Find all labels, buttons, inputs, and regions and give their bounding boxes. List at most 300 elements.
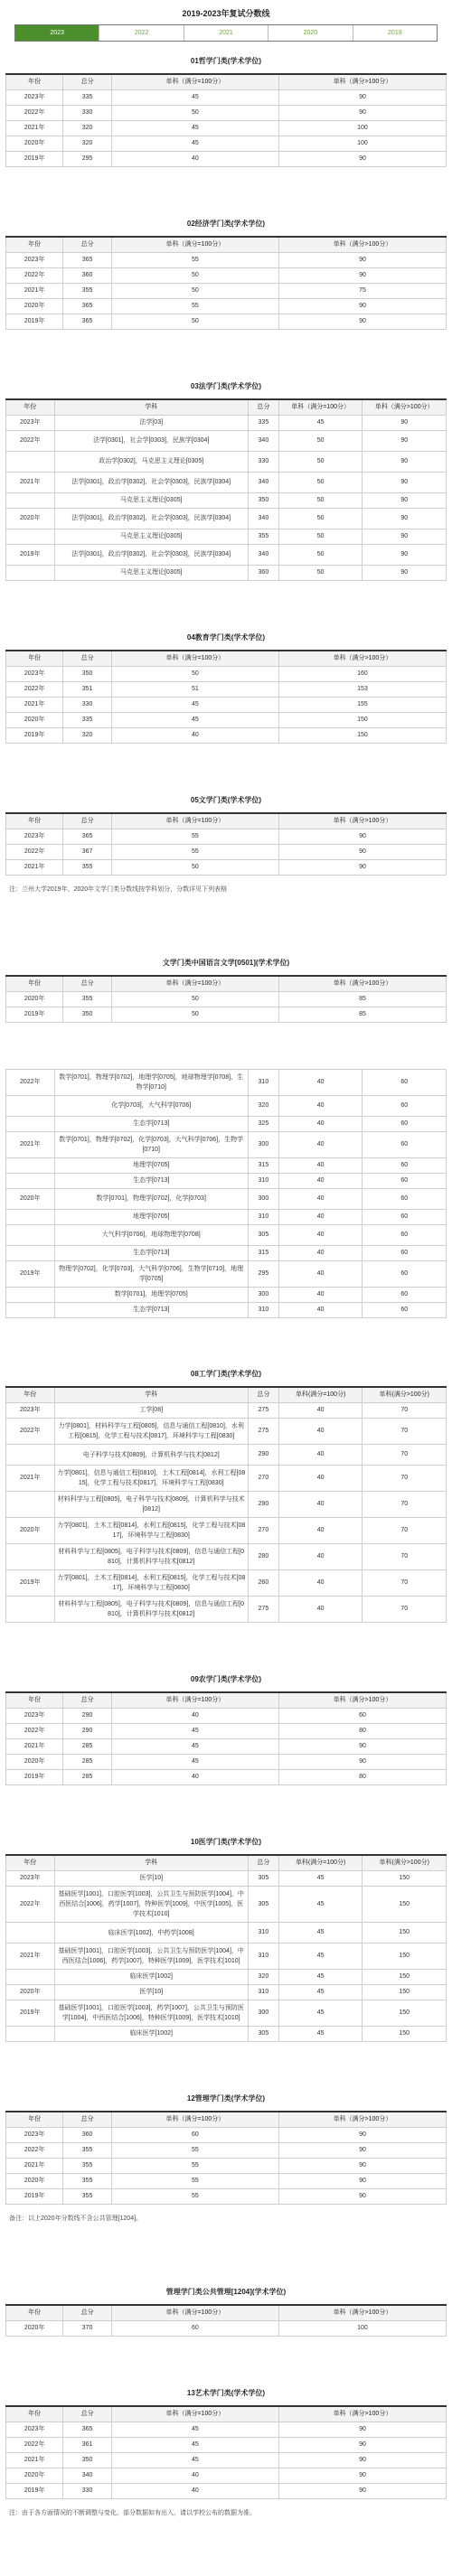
column-header: 年份 (6, 2112, 63, 2128)
column-header: 年份 (6, 813, 63, 829)
table-row (6, 565, 447, 580)
single-100-cell: 45 (111, 1724, 278, 1739)
single-100-cell: 50 (111, 106, 278, 121)
total-cell: 335 (63, 712, 112, 727)
table-row (6, 1302, 447, 1317)
table-row (6, 1245, 447, 1260)
subject-cell: 医学[10] (54, 1985, 248, 2000)
single-100-cell: 40 (111, 2468, 278, 2484)
total-cell: 320 (63, 727, 112, 743)
single-150-cell: 70 (363, 1403, 447, 1419)
year-cell (6, 1597, 55, 1623)
table-row (6, 1739, 447, 1755)
table-row (6, 2484, 447, 2499)
single-100-cell: 40 (278, 1445, 363, 1466)
table-row (6, 1923, 447, 1944)
table-row (6, 1260, 447, 1287)
table-row (6, 1007, 447, 1022)
table-row (6, 121, 447, 136)
table-row (6, 1597, 447, 1623)
total-cell: 290 (248, 1445, 278, 1466)
year-cell: 2021年 (6, 472, 55, 492)
total-cell: 330 (63, 2484, 112, 2499)
single-100-cell: 40 (278, 1260, 363, 1287)
year-cell: 2020年 (6, 1985, 55, 2000)
single-150-cell: 75 (278, 283, 446, 298)
single-150-cell: 150 (363, 2027, 447, 2042)
year-cell: 2023年 (6, 2128, 63, 2143)
year-cell: 2021年 (6, 1739, 63, 1755)
column-header: 总分 (63, 237, 112, 253)
single-150-cell: 90 (278, 90, 446, 106)
total-cell: 315 (248, 1157, 278, 1173)
total-cell: 365 (63, 2422, 112, 2438)
subject-cell: 马克思主义理论[0305] (54, 529, 248, 544)
table-row (6, 1209, 447, 1224)
table-row (6, 1492, 447, 1518)
table-row (6, 2027, 447, 2042)
total-cell: 320 (63, 121, 112, 136)
year-cell: 2019年 (6, 1770, 63, 1785)
table-header-row (6, 2406, 447, 2422)
single-150-cell: 70 (363, 1445, 447, 1466)
table-row (6, 666, 447, 681)
table-row (6, 2422, 447, 2438)
single-150-cell: 150 (363, 1970, 447, 1985)
column-header: 年份 (6, 2406, 63, 2422)
table-row (6, 991, 447, 1007)
single-150-cell: 90 (278, 2128, 446, 2143)
column-header: 总分 (63, 2406, 112, 2422)
single-100-cell: 60 (111, 2128, 278, 2143)
total-cell: 310 (248, 1944, 278, 1970)
single-150-cell: 153 (278, 681, 446, 697)
year-cell: 2023年 (6, 2422, 63, 2438)
subject-cell: 基础医学[1001]，口腔医学[1003]，药学[1007]，公共卫生与预防医学[1004]，中西医结合[1006]，特种医学[1009]，医学技术[1010] (54, 2000, 248, 2027)
single-150-cell: 90 (278, 152, 446, 167)
single-150-cell: 155 (278, 697, 446, 712)
note: 注：兰州大学2019年、2020年文学门类分数线按学科划分，分数详见下列表格 (9, 885, 228, 893)
table-row (6, 298, 447, 314)
year-cell (6, 451, 55, 472)
section-13-arts (5, 2383, 447, 2576)
section-title: 01哲学门类(学术学位) (190, 57, 262, 65)
total-cell: 285 (63, 1770, 112, 1785)
column-header: 年份 (6, 2305, 63, 2321)
single-100-cell: 50 (111, 283, 278, 298)
single-150-cell: 90 (278, 2468, 446, 2484)
single-100-cell: 45 (111, 2438, 278, 2453)
table-row (6, 267, 447, 283)
total-cell: 350 (63, 2453, 112, 2468)
year-cell (6, 1492, 55, 1518)
year-cell: 2022年 (6, 1419, 55, 1445)
year-cell: 2020年 (6, 1188, 55, 1209)
single-100-cell: 55 (111, 2159, 278, 2174)
table-row (6, 529, 447, 544)
single-100-cell: 50 (278, 492, 363, 508)
total-cell: 315 (248, 1245, 278, 1260)
single-150-cell: 85 (278, 991, 446, 1007)
total-cell: 340 (248, 544, 278, 565)
total-cell: 320 (248, 1095, 278, 1116)
single-150-cell: 150 (363, 1944, 447, 1970)
table-row (6, 727, 447, 743)
single-100-cell: 40 (111, 727, 278, 743)
total-cell: 285 (63, 1755, 112, 1770)
table-row (6, 1944, 447, 1970)
single-150-cell: 60 (363, 1131, 447, 1157)
single-150-cell: 90 (363, 451, 447, 472)
subject-cell: 马克思主义理论[0305] (54, 492, 248, 508)
single-150-cell: 60 (363, 1224, 447, 1245)
year-tab-2021[interactable]: 2021 (184, 25, 268, 41)
year-cell (6, 1173, 55, 1188)
subject-cell: 法学[0301]，政治学[0302]，社会学[0303]，民族学[0304] (54, 472, 248, 492)
table-row (6, 1173, 447, 1188)
single-100-cell: 40 (278, 1492, 363, 1518)
year-cell: 2022年 (6, 1069, 55, 1095)
year-cell: 2020年 (6, 712, 63, 727)
table-row (6, 508, 447, 529)
subject-cell: 地理学[0705] (54, 1157, 248, 1173)
total-cell: 355 (63, 991, 112, 1007)
total-cell: 340 (63, 2468, 112, 2484)
table-row (6, 1188, 447, 1209)
total-cell: 350 (248, 492, 278, 508)
year-cell: 2020年 (6, 1755, 63, 1770)
table-row (6, 2159, 447, 2174)
table-row (6, 859, 447, 875)
single-100-cell: 40 (278, 1597, 363, 1623)
total-cell: 365 (63, 298, 112, 314)
table-row (6, 2143, 447, 2159)
table-row (6, 1985, 447, 2000)
table-row (6, 829, 447, 844)
column-header: 总分 (248, 1855, 278, 1871)
subject-cell: 材料科学与工程[0805]，电子科学与技术[0809]，信息与通信工程[0810]，计算机科学与技术[0812] (54, 1544, 248, 1570)
subject-cell: 政治学[0302]，马克思主义理论[0305] (54, 451, 248, 472)
year-tab-2019[interactable]: 2019 (388, 30, 402, 36)
table-row (6, 697, 447, 712)
year-cell: 2019年 (6, 2000, 55, 2027)
single-150-cell: 60 (363, 1302, 447, 1317)
subject-cell: 力学[0801]，土木工程[0814]，水利工程[0815]，化学工程与技术[0817]，环境科学与工程[0830] (54, 1570, 248, 1597)
total-cell: 335 (248, 415, 278, 430)
total-cell: 300 (248, 2000, 278, 2027)
section-title: 管理学门类公共管理[1204](学术学位) (165, 2288, 287, 2297)
year-cell: 2023年 (6, 415, 55, 430)
score-table (5, 1386, 447, 1623)
total-cell: 270 (248, 1518, 278, 1544)
total-cell: 275 (248, 1597, 278, 1623)
column-header: 单科(满分=100分) (278, 1855, 363, 1871)
table-row (6, 451, 447, 472)
table-header-row (6, 813, 447, 829)
year-cell: 2020年 (6, 991, 63, 1007)
single-100-cell: 55 (111, 252, 278, 267)
table-row (6, 152, 447, 167)
table-row (6, 2128, 447, 2143)
column-header: 单科（满分=100分） (111, 74, 278, 90)
single-150-cell: 90 (278, 2422, 446, 2438)
single-100-cell: 45 (278, 1871, 363, 1887)
single-100-cell: 45 (278, 1923, 363, 1944)
single-100-cell: 45 (278, 415, 363, 430)
column-header: 总分 (63, 813, 112, 829)
single-100-cell: 60 (111, 2321, 278, 2337)
year-cell: 2021年 (6, 1944, 55, 1970)
column-header: 学科 (54, 399, 248, 416)
table-row (6, 2000, 447, 2027)
single-100-cell: 51 (111, 681, 278, 697)
single-100-cell: 50 (278, 451, 363, 472)
total-cell: 340 (248, 430, 278, 451)
single-100-cell: 45 (111, 2453, 278, 2468)
total-cell: 310 (248, 1069, 278, 1095)
column-header: 单科（满分>100分） (278, 74, 446, 90)
subject-cell: 数学[0701]，物理学[0702]，地理学[0705]，地球物理学[0708]，生物学[0710] (54, 1069, 248, 1095)
single-100-cell: 40 (278, 1224, 363, 1245)
table-row (6, 1570, 447, 1597)
single-150-cell: 90 (278, 2174, 446, 2189)
single-100-cell: 40 (278, 1209, 363, 1224)
single-100-cell: 45 (111, 136, 278, 152)
year-cell (6, 1970, 55, 1985)
column-header: 总分 (63, 1692, 112, 1709)
single-150-cell: 150 (363, 2000, 447, 2027)
single-150-cell: 160 (278, 666, 446, 681)
single-100-cell: 40 (278, 1570, 363, 1597)
total-cell: 310 (248, 1985, 278, 2000)
single-100-cell: 50 (111, 991, 278, 1007)
table-row (6, 430, 447, 451)
single-100-cell: 40 (278, 1116, 363, 1131)
score-table (5, 2304, 447, 2337)
total-cell: 340 (248, 472, 278, 492)
single-100-cell: 55 (111, 298, 278, 314)
table-row (6, 1445, 447, 1466)
subject-cell: 马克思主义理论[0305] (54, 565, 248, 580)
total-cell: 280 (248, 1544, 278, 1570)
column-header: 单科（满分>100分） (278, 1692, 446, 1709)
single-100-cell: 40 (278, 1544, 363, 1570)
year-cell (6, 1287, 55, 1302)
table-row (6, 2321, 447, 2337)
single-150-cell: 70 (363, 1597, 447, 1623)
total-cell: 360 (248, 565, 278, 580)
single-100-cell: 45 (111, 697, 278, 712)
total-cell: 355 (63, 2189, 112, 2205)
year-cell: 2019年 (6, 727, 63, 743)
year-cell: 2020年 (6, 508, 55, 529)
single-100-cell: 45 (278, 2000, 363, 2027)
column-header: 年份 (6, 1855, 55, 1871)
score-table (5, 2111, 447, 2205)
single-150-cell: 90 (278, 2143, 446, 2159)
subject-cell: 生态学[0713] (54, 1173, 248, 1188)
year-cell: 2021年 (6, 1466, 55, 1492)
column-header: 单科(满分>100分) (363, 1855, 447, 1871)
total-cell: 320 (63, 136, 112, 152)
single-100-cell: 45 (111, 121, 278, 136)
score-table (5, 975, 447, 1023)
table-row (6, 1157, 447, 1173)
total-cell: 355 (63, 2143, 112, 2159)
table-row (6, 283, 447, 298)
year-cell: 2022年 (6, 681, 63, 697)
year-cell: 2023年 (6, 1871, 55, 1887)
year-cell (6, 1302, 55, 1317)
year-cell: 2021年 (6, 2159, 63, 2174)
total-cell: 361 (63, 2438, 112, 2453)
table-row (6, 1887, 447, 1923)
single-100-cell: 40 (278, 1069, 363, 1095)
year-cell (6, 1224, 55, 1245)
total-cell: 340 (248, 508, 278, 529)
column-header: 总分 (63, 2305, 112, 2321)
subject-cell: 临床医学[1002]，中药学[1008] (54, 1923, 248, 1944)
table-row (6, 106, 447, 121)
single-100-cell: 45 (111, 1739, 278, 1755)
total-cell: 295 (248, 1260, 278, 1287)
column-header: 单科（满分>100分） (278, 2406, 446, 2422)
year-cell: 2022年 (6, 267, 63, 283)
single-100-cell: 45 (278, 1944, 363, 1970)
section-title: 04教育学门类(学术学位) (186, 632, 266, 642)
year-cell (6, 529, 55, 544)
single-150-cell: 150 (363, 1985, 447, 2000)
subject-cell: 法学[0301]，政治学[0302]，社会学[0303]，民族学[0304] (54, 544, 248, 565)
subject-cell: 生态学[0713] (54, 1245, 248, 1260)
single-150-cell: 100 (278, 2321, 446, 2337)
table-header-row (6, 399, 447, 416)
table-row (6, 1224, 447, 1245)
table-row (6, 1770, 447, 1785)
total-cell: 335 (63, 90, 112, 106)
single-100-cell: 40 (278, 1403, 363, 1419)
column-header: 单科(满分=100分) (278, 1387, 363, 1403)
year-tab-2022[interactable]: 2022 (99, 25, 184, 41)
total-cell: 365 (63, 829, 112, 844)
table-row (6, 1069, 447, 1095)
year-tab-2023[interactable]: 2023 (15, 25, 99, 41)
column-header: 单科（满分=100分） (111, 651, 278, 667)
year-cell (6, 492, 55, 508)
score-table (5, 236, 447, 330)
column-header: 年份 (6, 399, 55, 416)
table-header-row (6, 2112, 447, 2128)
table-row (6, 1287, 447, 1302)
table-row (6, 1419, 447, 1445)
single-150-cell: 70 (363, 1492, 447, 1518)
year-tab-bar (14, 24, 438, 42)
total-cell: 350 (63, 666, 112, 681)
subject-cell: 力学[0801]，土木工程[0814]，水利工程[0815]，化学工程与技术[0817]，环境科学与工程[0830] (54, 1518, 248, 1544)
section-01-philosophy (5, 51, 447, 213)
single-150-cell: 90 (278, 267, 446, 283)
year-cell: 2023年 (6, 829, 63, 844)
column-header: 年份 (6, 651, 63, 667)
section-02-economics (5, 213, 447, 376)
section-title: 10医学门类(学术学位) (190, 1838, 262, 1847)
year-cell: 2022年 (6, 106, 63, 121)
single-150-cell: 60 (363, 1287, 447, 1302)
subject-cell: 医学[10] (54, 1871, 248, 1887)
column-header: 单科（满分>100分） (278, 976, 446, 992)
section-title: 03法学门类(学术学位) (190, 381, 262, 390)
single-100-cell: 55 (111, 2174, 278, 2189)
total-cell: 350 (63, 1007, 112, 1022)
single-100-cell: 45 (278, 1985, 363, 2000)
total-cell: 310 (248, 1209, 278, 1224)
subject-cell: 数学[0701]，物理学[0702]，化学[0703]，大气科学[0706]，生物学[0710] (54, 1131, 248, 1157)
table-row (6, 1116, 447, 1131)
subject-cell: 基础医学[1001]，口腔医学[1003]，公共卫生与预防医学[1004]，中西医结合[1006]，药学[1007]，特种医学[1009]，医学技术[1010] (54, 1944, 248, 1970)
single-150-cell: 60 (278, 1709, 446, 1724)
column-header: 单科（满分=100分） (111, 813, 278, 829)
section-12-management (5, 2088, 447, 2281)
column-header: 年份 (6, 1387, 55, 1403)
column-header: 单科（满分>100分） (278, 2112, 446, 2128)
total-cell: 355 (63, 859, 112, 875)
total-cell: 305 (248, 1224, 278, 1245)
single-150-cell: 90 (278, 298, 446, 314)
table-header-row (6, 74, 447, 90)
column-header: 单科（满分>100分） (278, 237, 446, 253)
single-100-cell: 55 (111, 2143, 278, 2159)
column-header: 年份 (6, 237, 63, 253)
single-150-cell: 60 (363, 1209, 447, 1224)
single-150-cell: 90 (363, 508, 447, 529)
year-cell: 2021年 (6, 121, 63, 136)
single-100-cell: 45 (111, 712, 278, 727)
section-title: 文学门类中国语言文学[0501](学术学位) (162, 958, 290, 967)
table-header-row (6, 1387, 447, 1403)
column-header: 年份 (6, 976, 63, 992)
total-cell: 360 (63, 267, 112, 283)
column-header: 总分 (63, 74, 112, 90)
column-header: 总分 (248, 399, 278, 416)
single-150-cell: 60 (363, 1260, 447, 1287)
single-150-cell: 90 (278, 106, 446, 121)
year-cell: 2020年 (6, 2468, 63, 2484)
year-cell (6, 1116, 55, 1131)
subject-cell: 生态学[0713] (54, 1116, 248, 1131)
year-cell (6, 1157, 55, 1173)
column-header: 单科（满分=100分） (278, 399, 363, 416)
column-header: 单科（满分>100分） (278, 813, 446, 829)
table-row (6, 2453, 447, 2468)
table-row (6, 415, 447, 430)
table-row (6, 1709, 447, 1724)
column-header: 单科（满分>100分） (363, 399, 447, 416)
section-07-science (5, 1069, 447, 1364)
year-cell: 2023年 (6, 252, 63, 267)
year-cell: 2021年 (6, 283, 63, 298)
year-cell (6, 2027, 55, 2042)
column-header: 单科（满分=100分） (111, 237, 278, 253)
section-10-medicine (5, 1831, 447, 2088)
subject-cell: 力学[0801]，材料科学与工程[0805]，信息与通信工程[0810]，水利工程[0815]，化学工程与技术[0817]，环境科学与工程[0830] (54, 1419, 248, 1445)
single-150-cell: 60 (363, 1245, 447, 1260)
table-row (6, 1131, 447, 1157)
year-cell (6, 1209, 55, 1224)
year-cell (6, 1095, 55, 1116)
year-tab-2020[interactable]: 2020 (268, 25, 353, 41)
single-100-cell: 40 (278, 1466, 363, 1492)
score-table (5, 812, 447, 876)
